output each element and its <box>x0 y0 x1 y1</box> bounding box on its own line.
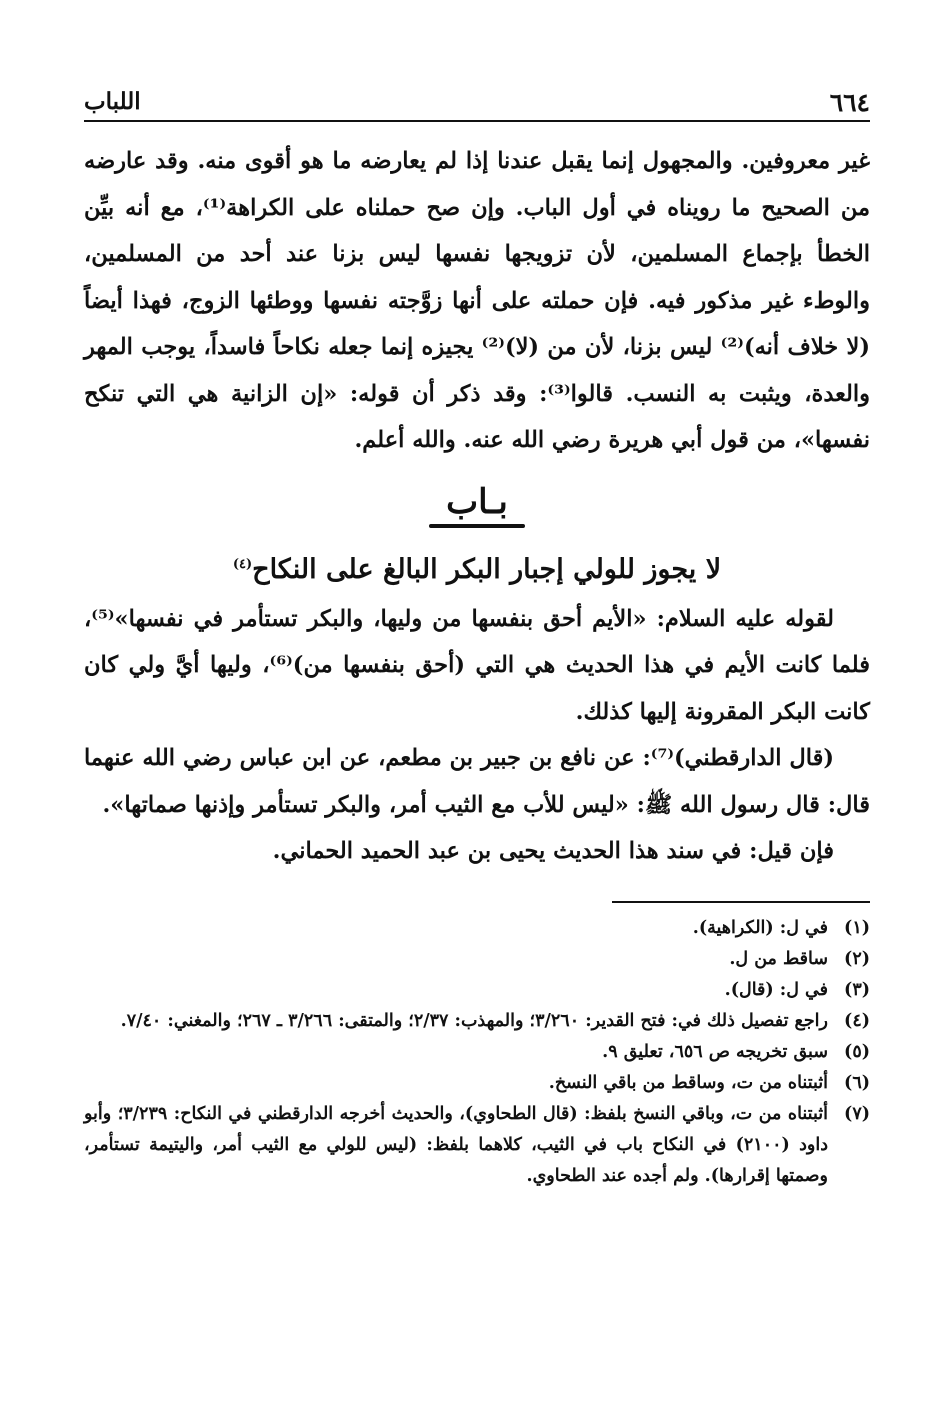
footnote-number: (٥) <box>844 1041 870 1062</box>
footnotes <box>84 913 870 1192</box>
footnote-number: (٦) <box>844 1072 870 1093</box>
footnote-number: (١) <box>844 917 870 938</box>
book-page <box>84 86 870 1192</box>
main-text <box>84 138 870 875</box>
footnote-text: أثبتناه من ت، وساقط من باقي النسخ. <box>548 1072 828 1093</box>
paragraph-2: لقوله عليه السلام: «الأيم أحق بنفسها من وليها، والبكر تستأمر في نفسها»⁽⁵⁾، فلما كانت الأيم في هذا الحديث هي التي (أحق بنفسها من)⁽⁶⁾، وليها أيَّ ولي كان كانت البكر المقرونة إليها كذلك. <box>84 605 870 725</box>
page-header <box>84 86 870 122</box>
bab-underline <box>429 524 525 528</box>
paragraph-1: غير معروفين. والمجهول إنما يقبل عندنا إذا لم يعارضه ما هو أقوى منه. وقد عارضه من الصحيح ما رويناه في أول الباب. وإن صح حملناه على الكراهة⁽¹⁾، مع أنه بيِّن الخطأ بإجماع المسلمين، لأن تزويجها نفسها ليس بزنا عند أحد من المسلمين، والوطء غير مذكور فيه. فإن حملته على أنها زوَّجته نفسها ووطئها الزوج، فهذا أيضاً (لا خلاف أنه)⁽²⁾ ليس بزنا، لأن من (لا)⁽²⁾ يجيزه إنما جعله نكاحاً فاسداً، يوجب المهر والعدة، ويثبت به النسب. قالوا⁽³⁾: وقد ذكر أن قوله: «إن الزانية هي التي تنكح نفسها»، من قول أبي هريرة رضي الله عنه. والله أعلم. <box>84 148 871 453</box>
footnote-text: سبق تخريجه ص ٦٥٦، تعليق ٩. <box>602 1041 828 1062</box>
footnote-number: (٧) <box>844 1103 870 1124</box>
chapter-title <box>84 548 870 592</box>
paragraph-4: فإن قيل: في سند هذا الحديث يحيى بن عبد الحميد الحماني. <box>272 838 834 864</box>
footnote-7 <box>84 1099 870 1192</box>
footnote-5 <box>84 1037 870 1068</box>
footnote-number: (٣) <box>844 979 870 1000</box>
footnote-text: في ل: (قال). <box>724 979 828 1000</box>
footnote-text: أثبتناه من ت، وباقي النسخ بلفظ: (قال الطحاوي)، والحديث أخرجه الدارقطني في النكاح: ٣/٢٣٩؛ وأبو داود (٢١٠٠) في النكاح باب في الثيب، كلاهما بلفظ: (ليس للولي مع الثيب أمر، واليتيمة تستأمر، وصمتها إقرارها). ولم أجده عند الطحاوي. <box>84 1103 828 1186</box>
paragraph-3: (قال الدارقطني)⁽⁷⁾: عن نافع بن جبير بن مطعم، عن ابن عباس رضي الله عنهما قال: قال رسول الله ﷺ: «ليس للأب مع الثيب أمر، والبكر تستأمر وإذنها صماتها». <box>84 745 870 818</box>
running-title: اللباب <box>84 88 141 115</box>
chapter-title-text: لا يجوز للولي إجبار البكر البالغ على النكاح <box>252 553 722 585</box>
footnote-text: راجع تفصيل ذلك في: فتح القدير: ٣/٢٦٠؛ والمهذب: ٢/٣٧؛ والمتقى: ٣/٢٦٦ ـ ٢٦٧؛ والمغني: ٧/٤٠. <box>120 1010 828 1031</box>
page-number: ٦٦٤ <box>829 88 870 117</box>
footnote-4 <box>84 1006 870 1037</box>
footnote-number: (٢) <box>844 948 870 969</box>
chapter-title-note: (٤) <box>232 556 253 572</box>
footnote-2 <box>84 944 870 975</box>
footnote-6 <box>84 1068 870 1099</box>
footnote-3 <box>84 975 870 1006</box>
bab-label <box>446 482 508 528</box>
footnote-text: ساقط من ل. <box>729 948 828 969</box>
footnote-1 <box>84 913 870 944</box>
footnote-number: (٤) <box>844 1010 870 1031</box>
footnote-divider <box>612 901 870 903</box>
section-heading <box>84 482 870 536</box>
bab-label-text: بـاب <box>446 481 508 522</box>
footnote-text: في ل: (الكراهية). <box>692 917 828 938</box>
